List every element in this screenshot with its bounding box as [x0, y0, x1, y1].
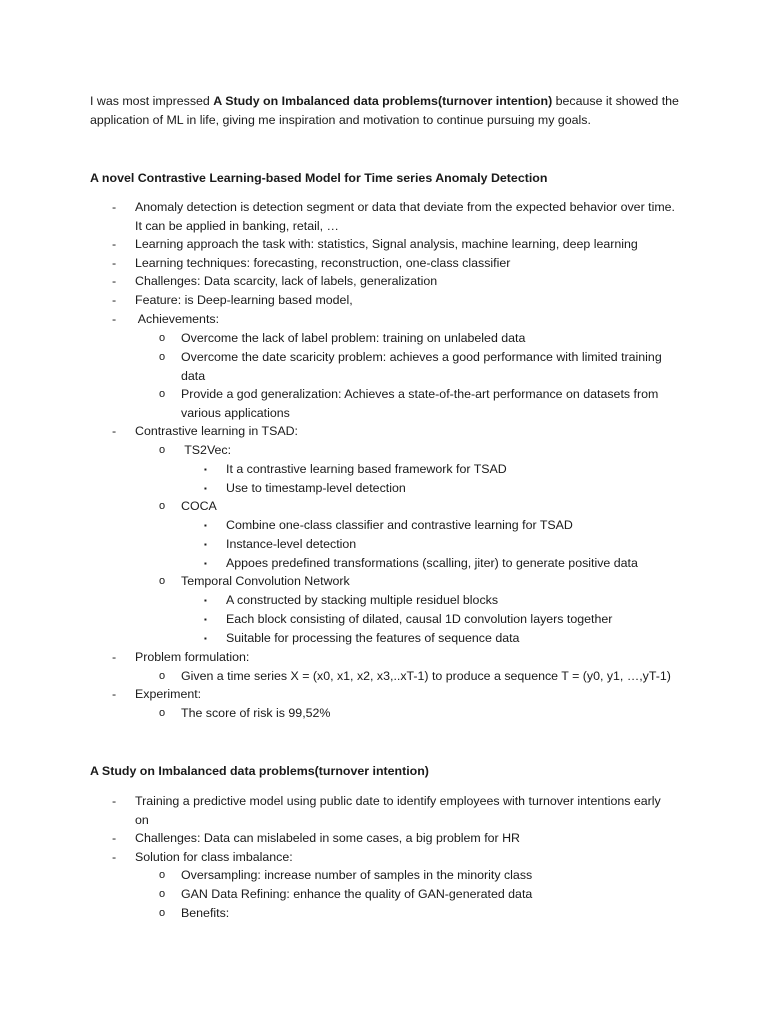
list-item-text: Overcome the lack of label problem: training on unlabeled data [181, 331, 526, 345]
sub-list-item [159, 667, 681, 686]
list-item-text: Instance-level detection [226, 537, 357, 551]
list-item-text: Provide a god generalization: Achieves a state-of-the-art performance on datasets from various applications [181, 387, 659, 420]
sub-list-item [159, 885, 681, 904]
list-item-text: Challenges: Data can mislabeled in some cases, a big problem for HR [135, 831, 520, 845]
square-bullet: ▪ [204, 634, 207, 643]
sub-list-item [159, 385, 681, 422]
dash-bullet: - [112, 237, 117, 251]
circle-bullet: o [159, 444, 166, 456]
sub-list-item [159, 348, 681, 385]
circle-bullet: o [159, 907, 166, 919]
list-item-text: Temporal Convolution Network [181, 574, 350, 588]
intro-bold-title: A Study on Imbalanced data problems(turnover intention) [213, 94, 553, 108]
list-item [112, 648, 675, 667]
intro-suffix: because it showed the application of ML in life, giving me inspiration and motivation to continue pursuing my goals. [90, 94, 679, 127]
square-bullet: ▪ [204, 559, 207, 568]
list-item [112, 792, 675, 829]
sub-sub-list-item [204, 629, 686, 648]
list-item-text: Anomaly detection is detection segment or data that deviate from the expected behavior over time. It can be applied in banking, retail, … [135, 200, 675, 233]
sub-sub-list-item [204, 610, 686, 629]
list-item-text: Solution for class imbalance: [135, 850, 293, 864]
list-item-text: Suitable for processing the features of sequence data [226, 631, 520, 645]
dash-bullet: - [112, 850, 117, 864]
square-bullet: ▪ [204, 521, 207, 530]
list-item-text: Challenges: Data scarcity, lack of labels, generalization [135, 274, 438, 288]
list-item-text: Overcome the date scaricity problem: achieves a good performance with limited training data [181, 350, 662, 383]
list-item-text: Learning approach the task with: statistics, Signal analysis, machine learning, deep learning [135, 237, 638, 251]
section2-title: A Study on Imbalanced data problems(turnover intention) [90, 764, 429, 778]
list-item-text: Use to timestamp-level detection [226, 481, 406, 495]
list-item [112, 272, 675, 291]
sub-list-item [159, 866, 681, 885]
list-item-text: A constructed by stacking multiple residuel blocks [226, 593, 499, 607]
list-item [112, 254, 675, 273]
circle-bullet: o [159, 575, 166, 587]
list-item [112, 848, 675, 867]
circle-bullet: o [159, 332, 166, 344]
sub-list-item [159, 497, 681, 516]
circle-bullet: o [159, 351, 166, 363]
sub-sub-list-item [204, 535, 686, 554]
circle-bullet: o [159, 888, 166, 900]
circle-bullet: o [159, 707, 166, 719]
sub-sub-list-item [204, 591, 686, 610]
dash-bullet: - [112, 687, 117, 701]
list-item-text: GAN Data Refining: enhance the quality of GAN-generated data [181, 887, 533, 901]
square-bullet: ▪ [204, 484, 207, 493]
sub-sub-list-item [204, 554, 686, 573]
list-item-text: It a contrastive learning based framework for TSAD [226, 462, 507, 476]
dash-bullet: - [112, 424, 117, 438]
list-item-text: Feature: is Deep-learning based model, [135, 293, 353, 307]
list-item [112, 235, 675, 254]
square-bullet: ▪ [204, 465, 207, 474]
list-item-text: TS2Vec: [181, 443, 232, 457]
square-bullet: ▪ [204, 615, 207, 624]
list-item-text: Each block consisting of dilated, causal 1D convolution layers together [226, 612, 613, 626]
list-item [112, 291, 675, 310]
list-item-text: Problem formulation: [135, 650, 250, 664]
sub-sub-list-item [204, 516, 686, 535]
dash-bullet: - [112, 312, 117, 326]
list-item [112, 310, 675, 329]
list-item [112, 685, 675, 704]
list-item [112, 198, 675, 235]
sub-list-item [159, 441, 681, 460]
sub-list-item [159, 572, 681, 591]
dash-bullet: - [112, 650, 117, 664]
dash-bullet: - [112, 794, 117, 808]
dash-bullet: - [112, 293, 117, 307]
sub-list-item [159, 329, 681, 348]
sub-sub-list-item [204, 460, 686, 479]
square-bullet: ▪ [204, 596, 207, 605]
list-item-text: Combine one-class classifier and contrastive learning for TSAD [226, 518, 573, 532]
list-item-text: Achievements: [135, 312, 220, 326]
circle-bullet: o [159, 869, 166, 881]
section1-title: A novel Contrastive Learning-based Model for Time series Anomaly Detection [90, 171, 548, 185]
dash-bullet: - [112, 274, 117, 288]
list-item-text: COCA [181, 499, 217, 513]
circle-bullet: o [159, 388, 166, 400]
list-item-text: Benefits: [181, 906, 230, 920]
list-item [112, 422, 675, 441]
circle-bullet: o [159, 670, 166, 682]
dash-bullet: - [112, 831, 117, 845]
sub-sub-list-item [204, 479, 686, 498]
dash-bullet: - [112, 256, 117, 270]
intro-prefix: I was most impressed [90, 94, 214, 108]
circle-bullet: o [159, 500, 166, 512]
list-item-text: Given a time series X = (x0, x1, x2, x3,..xT-1) to produce a sequence T = (y0, y1, …,yT-1) [181, 669, 671, 683]
list-item-text: Oversampling: increase number of samples in the minority class [181, 868, 533, 882]
list-item-text: Learning techniques: forecasting, reconstruction, one-class classifier [135, 256, 511, 270]
list-item-text: Experiment: [135, 687, 202, 701]
square-bullet: ▪ [204, 540, 207, 549]
list-item-text: Training a predictive model using public date to identify employees with turnover intentions early on [135, 794, 661, 827]
list-item-text: Contrastive learning in TSAD: [135, 424, 298, 438]
dash-bullet: - [112, 200, 117, 214]
list-item-text: Appoes predefined transformations (scalling, jiter) to generate positive data [226, 556, 638, 570]
list-item-text: The score of risk is 99,52% [181, 706, 331, 720]
sub-list-item [159, 904, 681, 923]
list-item [112, 829, 675, 848]
intro-paragraph [90, 92, 680, 130]
sub-list-item [159, 704, 681, 723]
